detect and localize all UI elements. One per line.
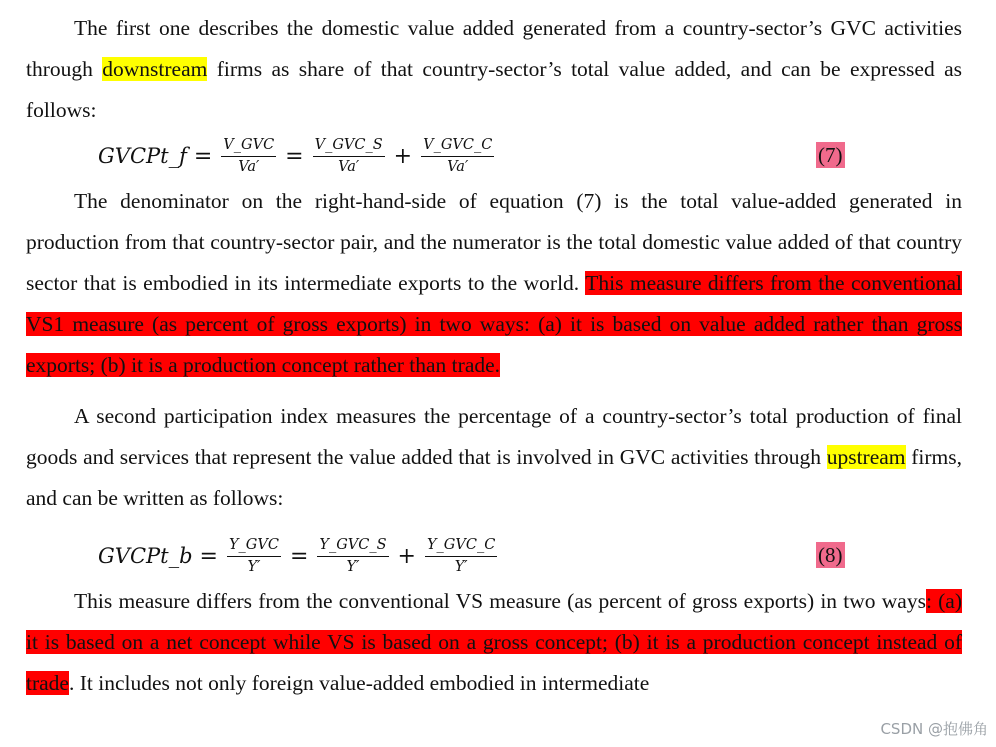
eq8-fraction-2: $\frac{\text{Y\_GVC\_S}}{Y'}$ (319, 536, 387, 575)
eq7-lhs: GVCPt_f (98, 144, 187, 168)
equation-number-7: (7) (818, 143, 843, 167)
document-page (26, 8, 962, 704)
paragraph-4: This measure differs from the conventional VS measure (as percent of gross exports) in two ways: (a) it is based on a net concept while VS is based on a gross concept; (b) it is a production concept instead of trade. It includes not only foreign value-added embodied in intermediate (26, 589, 962, 695)
highlight-upstream: upstream (826, 445, 906, 469)
paragraph-3: A second participation index measures the percentage of a country-sector’s total production of final goods and services that represent the value added that is involved in GVC activities through upstream firms, and can be written as follows: (26, 404, 962, 510)
equation-7: GVCPt_f = $\frac{\text{V\_GVC}}{Va'}$ = $\frac{\text{V\_GVC\_S}}{Va'}$ + $\frac{\text{V\_GVC\_C}}{Va'}$ (7) (98, 136, 843, 175)
highlight-downstream: downstream (102, 57, 208, 81)
highlight-vs1-difference: This measure differs from the conventional VS1 measure (as percent of gross exports) in two ways: (a) it is based on value added rather than gross exports; (b) it is a production concept rather than trade. (26, 271, 962, 377)
eq8-fraction-1: $\frac{\text{Y\_GVC}}{Y'}$ (228, 536, 279, 575)
paragraph-2: The denominator on the right-hand-side of equation (7) is the total value-added generated in production from that country-sector pair, and the numerator is the total domestic value added of that country sector that is embodied in its intermediate exports to the world. This measure differs from the conventional VS1 measure (as percent of gross exports) in two ways: (a) it is based on value added rather than gross exports; (b) it is a production concept rather than trade. (26, 189, 962, 377)
eq7-fraction-1: $\frac{\text{V\_GVC}}{Va'}$ (223, 136, 275, 175)
csdn-watermark: CSDN @抱佛角 (880, 720, 988, 738)
paragraph-1: The first one describes the domestic value added generated from a country-sector’s GVC activities through downstream firms as share of that country-sector’s total value added, and can be expressed as follows: (26, 16, 962, 122)
equation-8: GVCPt_b = $\frac{\text{Y\_GVC}}{Y'}$ = $\frac{\text{Y\_GVC\_S}}{Y'}$ + $\frac{\text{Y\_GVC\_C}}{Y'}$ (8) (98, 536, 843, 575)
eq8-lhs: GVCPt_b (98, 544, 193, 568)
eq7-fraction-3: $\frac{\text{V\_GVC\_C}}{Va'}$ (423, 136, 493, 175)
equation-number-8: (8) (818, 543, 843, 567)
highlight-vs-difference: : (a) it is based on a net concept while VS is based on a gross concept; (b) it is a production concept instead of trade (26, 589, 962, 695)
eq7-fraction-2: $\frac{\text{V\_GVC\_S}}{Va'}$ (314, 136, 383, 175)
eq8-fraction-3: $\frac{\text{Y\_GVC\_C}}{Y'}$ (426, 536, 496, 575)
